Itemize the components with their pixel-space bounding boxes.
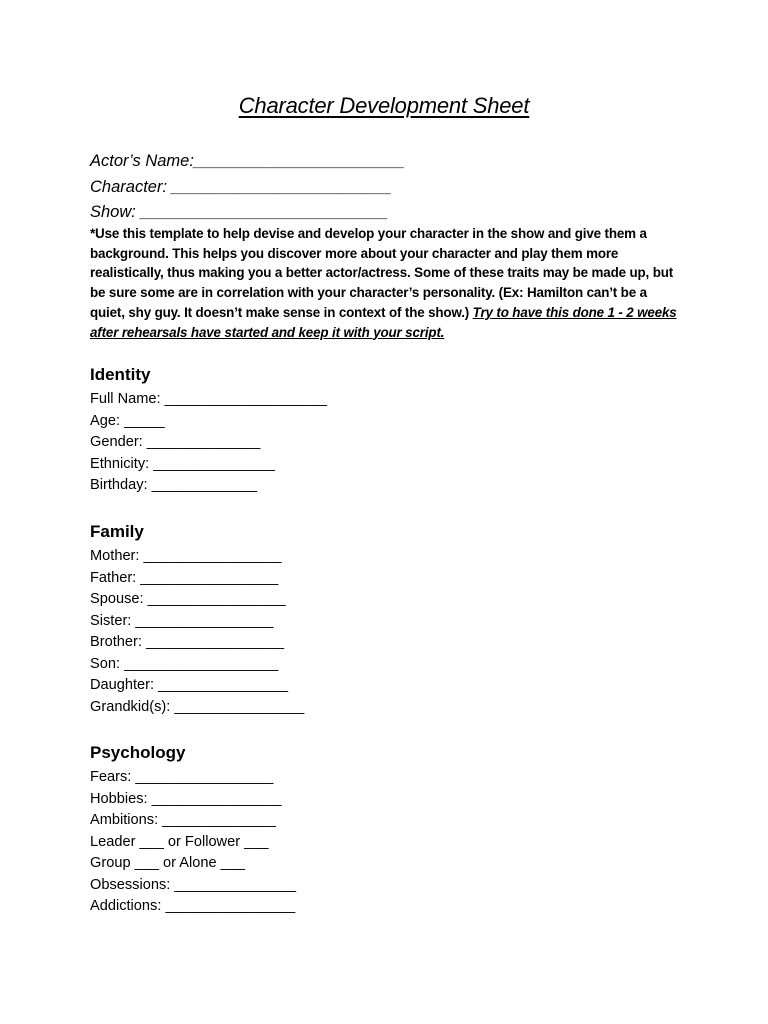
character-field[interactable]: Character: ________________________ — [90, 177, 392, 196]
addictions-field[interactable]: Addictions: ________________ — [90, 898, 296, 914]
family-section — [90, 521, 690, 718]
leader-follower-field[interactable]: Leader ___ or Follower ___ — [90, 833, 269, 850]
birthday-field[interactable]: Birthday: _____________ — [90, 477, 258, 493]
sister-field[interactable]: Sister: _________________ — [90, 612, 274, 629]
son-field[interactable]: Son: ___________________ — [90, 655, 279, 672]
hobbies-field[interactable]: Hobbies: ________________ — [90, 790, 282, 807]
brother-field[interactable]: Brother: _________________ — [90, 634, 284, 650]
actor-name-field[interactable]: Actor’s Name:_______________________ — [90, 152, 405, 170]
intro-paragraph — [90, 224, 682, 342]
fears-field[interactable]: Fears: _________________ — [90, 769, 274, 785]
identity-heading: Identity — [90, 365, 151, 384]
ambitions-field[interactable]: Ambitions: ______________ — [90, 812, 276, 828]
grandkids-field[interactable]: Grandkid(s): ________________ — [90, 698, 305, 715]
father-field[interactable]: Father: _________________ — [90, 569, 279, 586]
spouse-field[interactable]: Spouse: _________________ — [90, 591, 286, 607]
show-field[interactable]: Show: ___________________________ — [90, 203, 389, 221]
daughter-field[interactable]: Daughter: ________________ — [90, 677, 289, 693]
intro-text: *Use this template to help devise and develop your character in the show and give them a background. This helps you discover more about your character and play them more realistically, thus making you a better actor/actress. Some of these traits may be made up, but be sure some are in correlation with your character’s personality. (Ex: Hamilton can’t be a quiet, shy guy. It doesn’t make sense in context of the show.) — [90, 226, 674, 320]
ethnicity-field[interactable]: Ethnicity: _______________ — [90, 455, 276, 472]
family-heading: Family — [90, 522, 144, 541]
psychology-section — [90, 742, 690, 918]
mother-field[interactable]: Mother: _________________ — [90, 548, 282, 564]
full-name-field[interactable]: Full Name: ____________________ — [90, 391, 327, 407]
obsessions-field[interactable]: Obsessions: _______________ — [90, 876, 297, 893]
gender-field[interactable]: Gender: ______________ — [90, 434, 261, 450]
group-alone-field[interactable]: Group ___ or Alone ___ — [90, 855, 245, 871]
page-title: Character Development Sheet — [238, 93, 530, 118]
identity-section — [90, 364, 690, 497]
intro-emphasis: Try to have this done 1 - 2 weeks after rehearsals have started and keep it with your script. — [90, 304, 677, 340]
age-field[interactable]: Age: _____ — [90, 412, 165, 429]
psychology-heading: Psychology — [90, 743, 186, 762]
header-fields — [90, 150, 690, 227]
